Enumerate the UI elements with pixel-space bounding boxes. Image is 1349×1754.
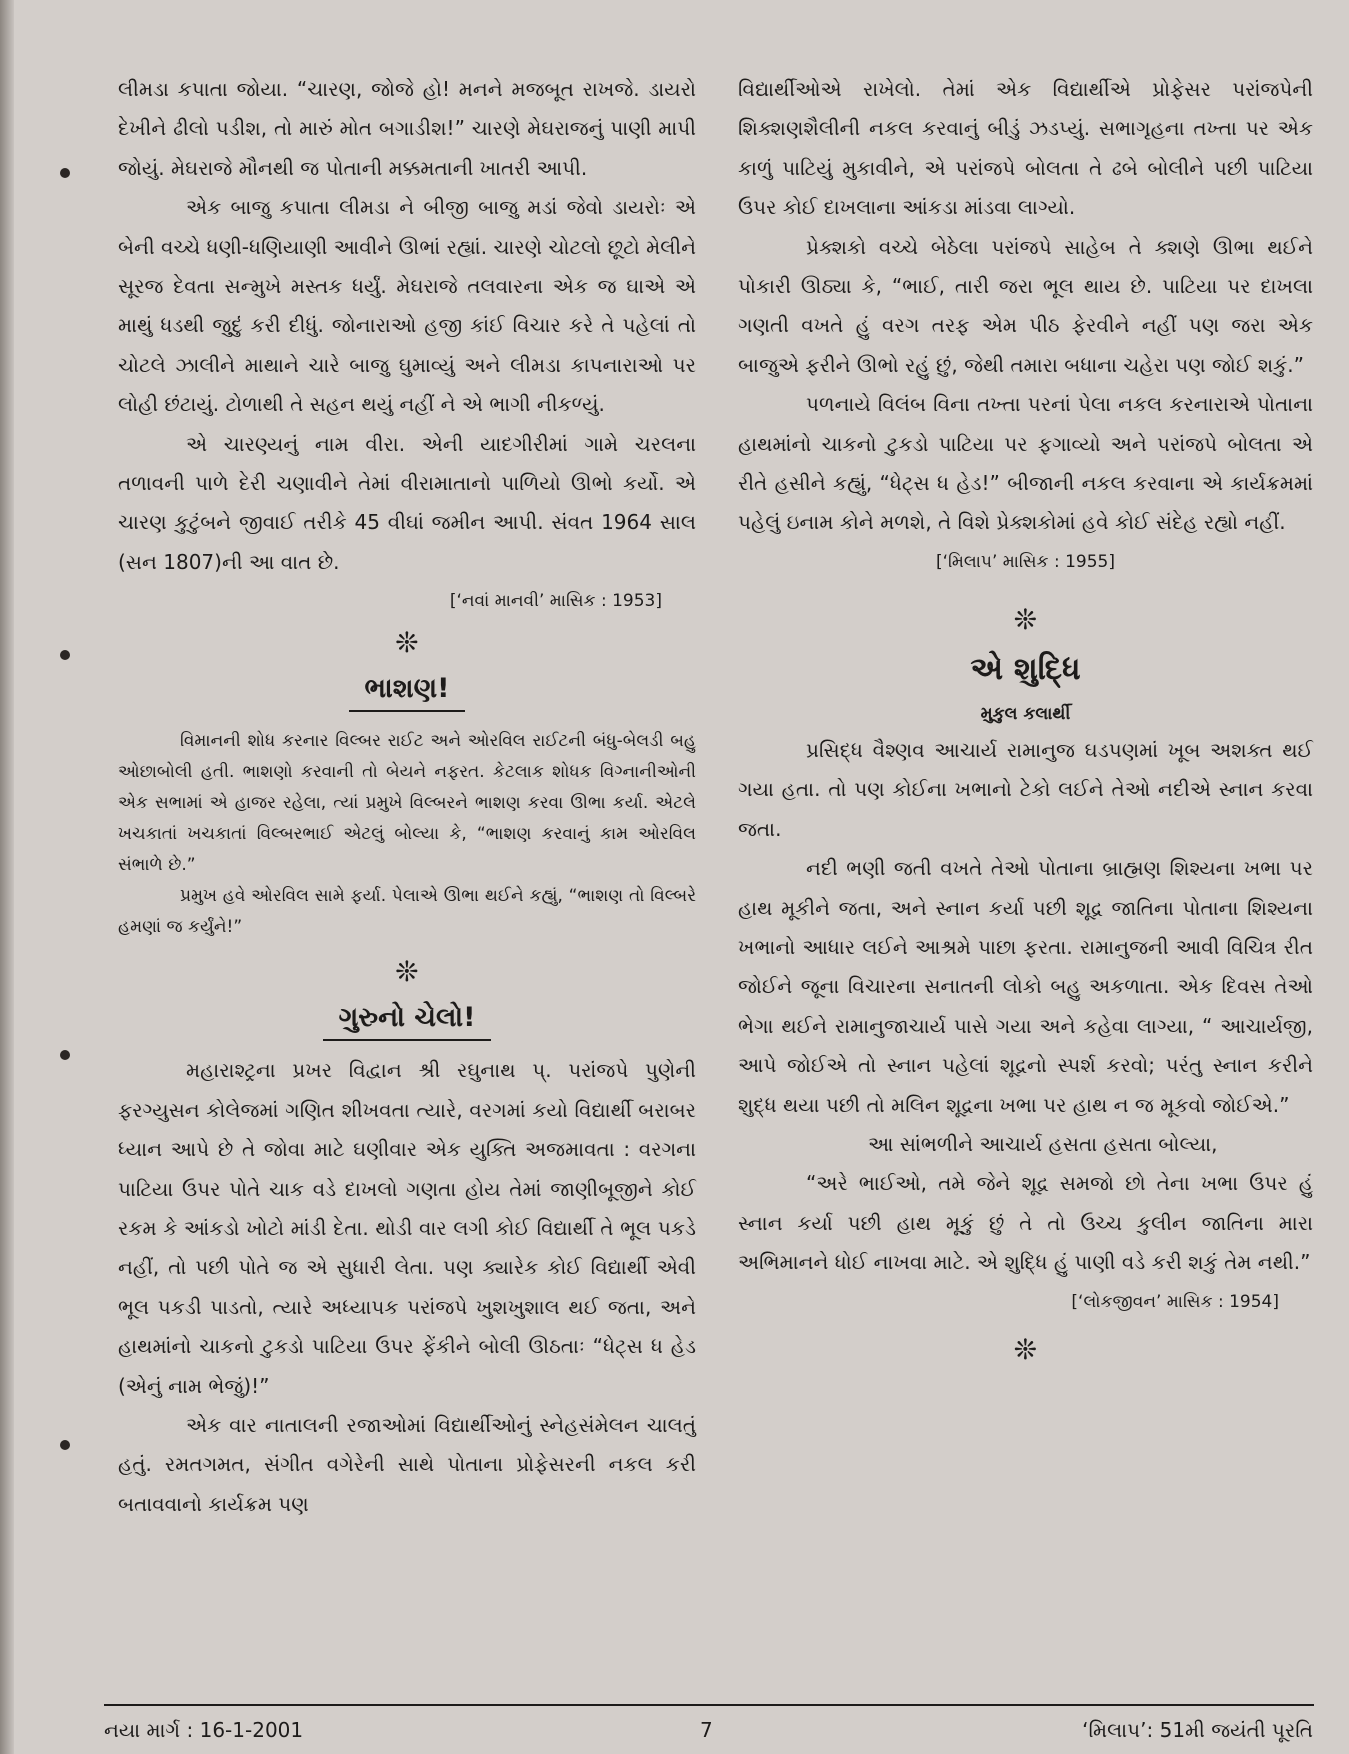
source-citation: [‘નવાં માનવી’ માસિક : 1953]	[449, 591, 662, 612]
author-byline: મુકુલ કલાર્થી	[980, 703, 1071, 724]
story-bhashan	[118, 670, 696, 943]
paragraph: પળનાયે વિલંબ વિના તખ્તા પરનાં પેલા નકલ કરનારાએ પોતાના હાથમાંનો ચાકનો ટુકડો પાટિયા પર ફગાવ્યો અને પરાંજપે બોલતા એ રીતે હસીને કહ્યું, “ધેટ્સ ધ હેડ!” બીજાની નકલ કરવાના એ કાર્યક્રમમાં પહેલું ઇનામ કોને મળશે, તે વિશે પ્રેક્શકોમાં હવે કોઈ સંદેહ રહ્યો નહીં.	[738, 392, 1313, 535]
story-guru-no-chelo	[118, 999, 696, 1524]
left-column	[118, 70, 696, 1524]
paragraph: મહારાશ્ટ્રના પ્રખર વિદ્વાન શ્રી રઘુનાથ પ્. પરાંજપે પુણેની ફરગ્યુસન કોલેજમાં ગણિત શીખવતા ત્યારે, વરગમાં કયો વિદ્યાર્થી બરાબર ધ્યાન આપે છે તે જોવા માટે ઘણીવાર એક યુક્તિ અજમાવતા : વરગના પાટિયા ઉપર પોતે ચાક વડે દાખલો ગણતા હોય તેમાં જાણીબૂજીને કોઈ રકમ કે આંકડો ખોટો માંડી દેતા. થોડી વાર લગી કોઈ વિદ્યાર્થી તે ભૂલ પકડે નહીં, તો પછી પોતે જ એ સુધારી લેતા. પણ ક્યારેક કોઈ વિદ્યાર્થી એવી ભૂલ પકડી પાડતો, ત્યારે અધ્યાપક પરાંજપે ખુશખુશાલ થઈ જતા, અને હાથમાંનો ચાકનો ટુકડો પાટિયા ઉપર ફેંકીને બોલી ઊઠતાઃ “ધેટ્સ ધ હેડ (એનું નામ ભેજું)!”	[118, 1058, 696, 1398]
section-divider-star: ❊	[1013, 602, 1038, 636]
paragraph: એક બાજુ કપાતા લીમડા ને બીજી બાજુ મડાં જેવો ડાયરોઃ એ બેની વચ્ચે ધણી-ધણિયાણી આવીને ઊભાં રહ્યાં. ચારણે ચોટલો છૂટો મેલીને સૂરજ દેવતા સન્મુખે મસ્તક ધર્યું. મેઘરાજે તલવારના એક જ ઘાએ એ માથું ધડથી જુદું કરી દીધું. જોનારાઓ હજી કાંઈ વિચાર કરે તે પહેલાં તો ચોટલે ઝાલીને માથાને ચારે બાજુ ઘુમાવ્યું અને લીમડા કાપનારાઓ પર લોહી છંટાયું. ટોળાથી તે સહન થયું નહીં ને એ ભાગી નીકળ્યું.	[118, 195, 696, 417]
punch-hole	[60, 650, 70, 660]
story-charan	[118, 70, 696, 614]
footer-supplement-title: ‘મિલાપ’: 51મી જયંતી પૂરતિ	[1082, 1718, 1313, 1742]
paragraph: વિદ્યાર્થીઓએ રાખેલો. તેમાં એક વિદ્યાર્થીએ પ્રોફેસર પરાંજપેની શિક્શણશૈલીની નકલ કરવાનું બીડું ઝડપ્યું. સભાગૃહના તખ્તા પર એક કાળું પાટિયું મુકાવીને, એ પરાંજપે બોલતા તે ઢબે બોલીને પછી પાટિયા ઉપર કોઈ દાખલાના આંકડા માંડવા લાગ્યો.	[738, 77, 1313, 220]
paragraph: વિમાનની શોધ કરનાર વિલ્બર રાઈટ અને ઓરવિલ રાઈટની બંધુ-બેલડી બહુ ઓછાબોલી હતી. ભાશણો કરવાની તો બેયને નફરત. કેટલાક શોધક વિગ્નાનીઓની એક સભામાં એ હાજર રહેલા, ત્યાં પ્રમુખે વિલ્બરને ભાશણ કરવા ઊભા કર્યા. એટલે ખચકાતાં ખચકાતાં વિલ્બરભાઈ એટલું બોલ્યા કે, “ભાશણ કરવાનું કામ ઓરવિલ સંભાળે છે.”	[118, 731, 696, 876]
right-column	[738, 70, 1313, 1377]
paragraph: પ્રસિદ્ધ વૈશ્ણવ આચાર્ય રામાનુજ ઘડપણમાં ખૂબ અશક્ત થઈ ગયા હતા. તો પણ કોઈના ખભાનો ટેકો લઈને તેઓ નદીએ સ્નાન કરવા જતા.	[738, 737, 1313, 841]
paragraph: પ્રમુખ હવે ઓરવિલ સામે ફર્યા. પેલાએ ઊભા થઈને કહ્યું, “ભાશણ તો વિલ્બરે હમણાં જ કર્યુંને!”	[118, 886, 696, 938]
paragraph: આ સાંભળીને આચાર્ય હસતા હસતા બોલ્યા,	[868, 1131, 1218, 1156]
source-citation: [‘મિલાપ’ માસિક : 1955]	[936, 551, 1115, 572]
page-binding-edge	[0, 0, 14, 1754]
section-divider-star: ❊	[1013, 1332, 1038, 1366]
story-e-shuddhi	[738, 647, 1313, 1315]
paragraph: એક વાર નાતાલની રજાઓમાં વિદ્યાર્થીઓનું સ્નેહસંમેલન ચાલતું હતું. રમતગમત, સંગીત વગેરેની સાથે પોતાના પ્રોફેસરની નકલ કરી બતાવવાનો કાર્યક્રમ પણ	[118, 1412, 696, 1516]
paragraph: એ ચારણ્યનું નામ વીરા. એની યાદગીરીમાં ગામે ચરલના તળાવની પાળે દેરી ચણાવીને તેમાં વીરામાતાનો પાળિયો ઊભો કર્યો. એ ચારણ કુટુંબને જીવાઈ તરીકે 45 વીઘાં જમીન આપી. સંવત 1964 સાલ (સન 1807)ની આ વાત છે.	[118, 431, 696, 574]
story-title: ગુરુનો ચેલો!	[323, 999, 492, 1041]
paragraph: નદી ભણી જતી વખતે તેઓ પોતાના બ્રાહ્મણ શિશ્યના ખભા પર હાથ મૂકીને જતા, અને સ્નાન કર્યા પછી શૂદ્ર જાતિના પોતાના શિશ્યના ખભાનો આધાર લઈને આશ્રમે પાછા ફરતા. રામાનુજની આવી વિચિત્ર રીત જોઈને જૂના વિચારના સનાતની લોકો બહુ અકળાતા. એક દિવસ તેઓ ભેગા થઈને રામાનુજાચાર્ય પાસે ગયા અને કહેવા લાગ્યા, “ આચાર્યજી, આપે જોઈએ તો સ્નાન પહેલાં શૂદ્રનો સ્પર્શ કરવો; પરંતુ સ્નાન કરીને શુદ્ધ થયા પછી તો મલિન શૂદ્રના ખભા પર હાથ ન જ મૂકવો જોઈએ.”	[738, 856, 1313, 1117]
punch-hole	[60, 168, 70, 178]
story-title: એ શુદ્ધિ	[970, 650, 1081, 687]
punch-hole	[60, 1440, 70, 1450]
section-divider-star: ❊	[395, 955, 419, 989]
punch-hole	[60, 1050, 70, 1060]
story-title: ભાશણ!	[349, 670, 466, 712]
footer-publication-date: નયા માર્ગ : 16-1-2001	[104, 1718, 304, 1742]
paragraph: “અરે ભાઈઓ, તમે જેને શૂદ્ર સમજો છો તેના ખભા ઉપર હું સ્નાન કર્યા પછી હાથ મૂકું છું તે તો ઉચ્ચ કુલીન જાતિના મારા અભિમાનને ધોઈ નાખવા માટે. એ શુદ્ધિ હું પાણી વડે કરી શકું તેમ નથી.”	[738, 1171, 1313, 1275]
footer-rule	[104, 1704, 1314, 1706]
source-citation: [‘લોકજીવન’ માસિક : 1954]	[1071, 1291, 1279, 1312]
page-number: 7	[700, 1718, 713, 1742]
paragraph: લીમડા કપાતા જોયા. “ચારણ, જોજે હો! મનને મજબૂત રાખજે. ડાયરો દેખીને ઢીલો પડીશ, તો મારું મોત બગાડીશ!” ચારણે મેઘરાજનું પાણી માપી જોયું. મેઘરાજે મૌનથી જ પોતાની મક્કમતાની ખાતરી આપી.	[118, 77, 696, 180]
section-divider-star: ❊	[395, 626, 419, 660]
paragraph: પ્રેક્શકો વચ્ચે બેઠેલા પરાંજપે સાહેબ તે ક્શણે ઊભા થઈને પોકારી ઊઠ્યા કે, “ભાઈ, તારી જરા ભૂલ થાય છે. પાટિયા પર દાખલા ગણતી વખતે હું વરગ તરફ એમ પીઠ ફેરવીને નહીં પણ જરા એક બાજુએ ફરીને ઊભો રહું છું, જેથી તમારા બધાના ચહેરા પણ જોઈ શકું.”	[738, 234, 1313, 377]
story-guru-no-chelo-continued	[738, 70, 1313, 575]
